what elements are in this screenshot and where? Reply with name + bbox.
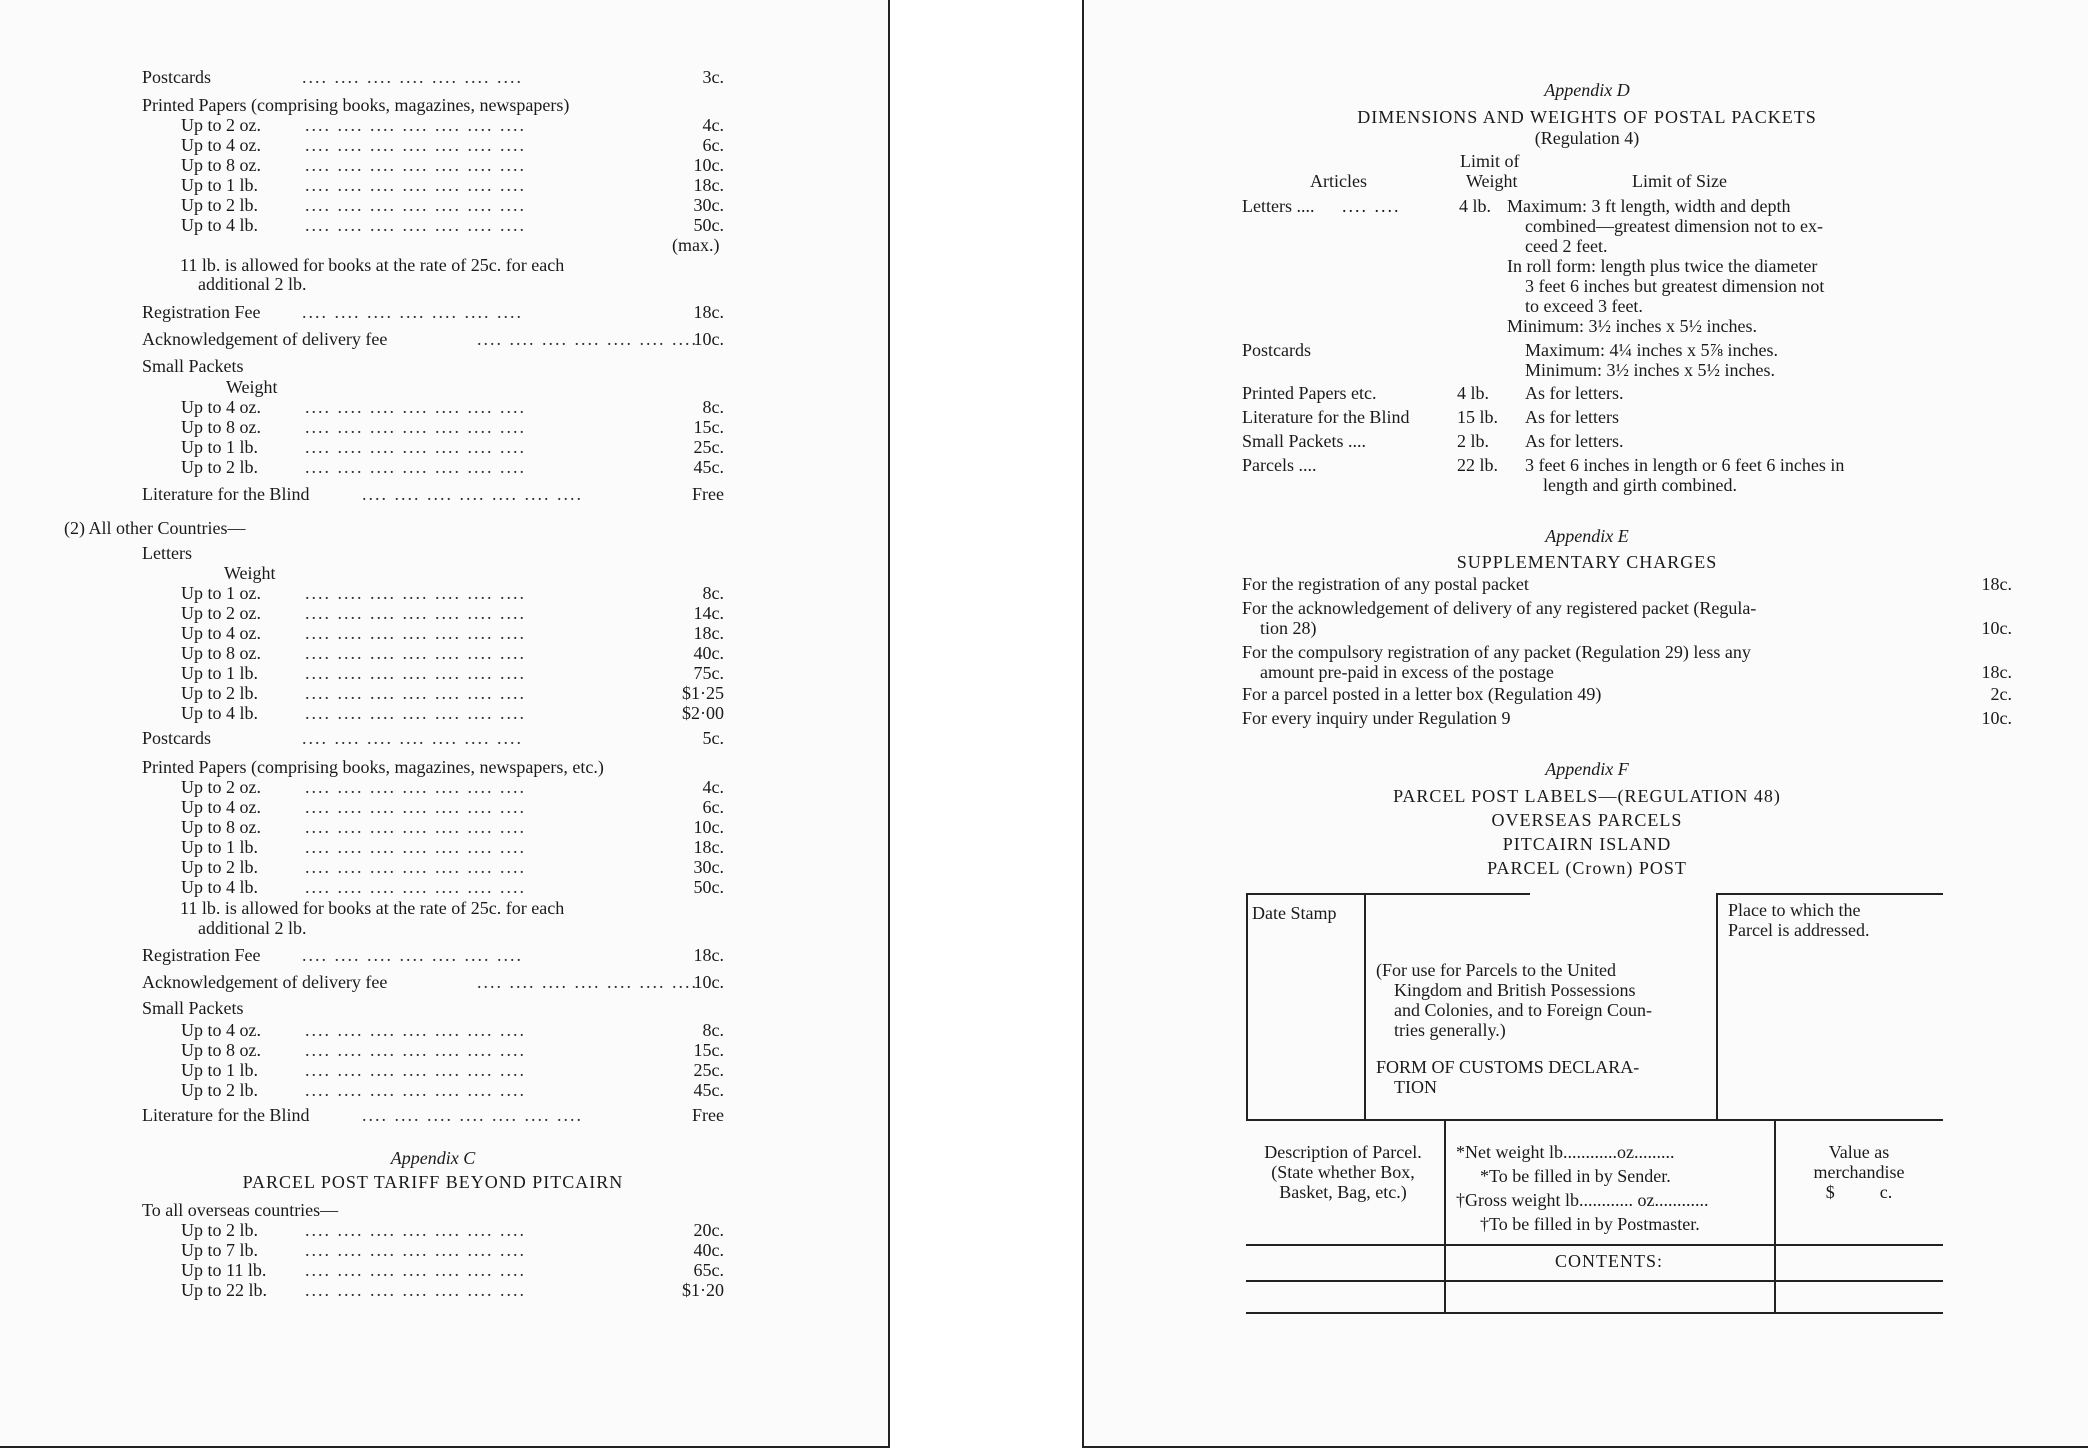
small-packet-rate-row-2-leader: .... .... .... .... .... .... ....: [305, 1080, 526, 1100]
postcards-other-row-value: 5c.: [702, 728, 724, 748]
dimension-size: 3 feet 6 inches in length or 6 feet 6 inches in: [1525, 455, 1845, 475]
appendix-f-title-line: PARCEL (Crown) POST: [1487, 858, 1687, 878]
charge-text: For every inquiry under Regulation 9: [1242, 708, 1511, 728]
overseas-heading: To all overseas countries—: [142, 1200, 339, 1220]
printed-paper-rate-row-2-label: Up to 2 lb.: [181, 857, 259, 877]
dimension-article: Literature for the Blind: [1242, 407, 1410, 427]
letter-rate-row: [181, 603, 724, 623]
printed-paper-rate-row-label: Up to 2 lb.: [181, 195, 259, 215]
printed-paper-rate-row-label: Up to 2 oz.: [181, 115, 261, 135]
letter-rate-row: [181, 703, 724, 723]
parcel-rate-row: [181, 1220, 724, 1240]
charge-value: 18c.: [1981, 662, 2012, 682]
parcel-rate-row-label: Up to 22 lb.: [181, 1280, 268, 1300]
small-packet-rate-row-2-label: Up to 4 oz.: [181, 1020, 261, 1040]
parcel-rate-row-value: 65c.: [693, 1260, 724, 1280]
printed-paper-rate-row: [181, 175, 724, 195]
small-packet-rate-row-2-value: 15c.: [693, 1040, 724, 1060]
fee-row-label: Registration Fee: [142, 302, 261, 322]
form-date-divider: [1364, 893, 1366, 1119]
small-packet-rate-row-2: [181, 1060, 724, 1080]
printed-paper-rate-row-2-leader: .... .... .... .... .... .... ....: [305, 837, 526, 857]
fee-row-leader: .... .... .... .... .... .... ....: [477, 329, 698, 349]
letter-rate-row-value: $1·25: [682, 683, 724, 703]
column-size-header: Limit of Size: [1632, 171, 1727, 191]
postcards-row-leader: .... .... .... .... .... .... ....: [302, 67, 523, 87]
printed-paper-rate-row-value: 50c.: [693, 215, 724, 235]
parcel-rate-row: [181, 1240, 724, 1260]
charge-text: tion 28): [1260, 618, 1317, 638]
parcel-rate-row: [181, 1260, 724, 1280]
form-place-divider: [1716, 893, 1718, 1119]
parcel-rate-row-value: $1·20: [682, 1280, 724, 1300]
letters-article: Letters ....: [1242, 196, 1315, 216]
appendix-e-heading: Appendix E: [1545, 526, 1629, 546]
form-contents-label: CONTENTS:: [1555, 1251, 1663, 1271]
letter-rate-row-label: Up to 4 lb.: [181, 703, 259, 723]
use-note-line: and Colonies, and to Foreign Coun-: [1394, 1000, 1652, 1020]
letters-size-line: combined—greatest dimension not to ex-: [1525, 216, 1823, 236]
letter-rate-row: [181, 623, 724, 643]
literature-blind-row-2-value: Free: [692, 1105, 724, 1125]
dimension-weight: 2 lb.: [1457, 431, 1490, 451]
printed-paper-rate-row-2-label: Up to 4 oz.: [181, 797, 261, 817]
letters-weight-heading: Weight: [224, 563, 276, 583]
dimension-article: Small Packets ....: [1242, 431, 1366, 451]
dimension-weight: 4 lb.: [1457, 383, 1490, 403]
weight-heading: Weight: [226, 377, 278, 397]
charge-text: For a parcel posted in a letter box (Regulation 49): [1242, 684, 1602, 704]
printed-paper-rate-row: [181, 135, 724, 155]
printed-paper-rate-row-2-leader: .... .... .... .... .... .... ....: [305, 797, 526, 817]
printed-paper-rate-row-value: 18c.: [693, 175, 724, 195]
charge-value: 2c.: [1990, 684, 2012, 704]
fee-row-2-label: Acknowledgement of delivery fee: [142, 972, 388, 992]
small-packet-rate-row-2-leader: .... .... .... .... .... .... ....: [305, 1020, 526, 1040]
printed-paper-rate-row: [181, 195, 724, 215]
small-packet-rate-row-leader: .... .... .... .... .... .... ....: [305, 417, 526, 437]
letters-size-line: Minimum: 3½ inches x 5½ inches.: [1507, 316, 1757, 336]
printed-paper-rate-row-2: [181, 837, 724, 857]
letter-rate-row-label: Up to 2 lb.: [181, 683, 259, 703]
printed-paper-rate-row-2-leader: .... .... .... .... .... .... ....: [305, 777, 526, 797]
value-label-line: Value as: [1828, 1142, 1890, 1162]
book-gutter: [892, 0, 1082, 1452]
books-note-line-1: 11 lb. is allowed for books at the rate of 25c. for each: [180, 255, 565, 275]
literature-blind-row-2-leader: .... .... .... .... .... .... ....: [362, 1105, 583, 1125]
charge-value: 10c.: [1981, 618, 2012, 638]
literature-blind-row: [142, 484, 724, 504]
printed-paper-rate-row: [181, 115, 724, 135]
printed-papers-heading-2: Printed Papers (comprising books, magazines, newspapers, etc.): [142, 757, 604, 777]
letter-rate-row-leader: .... .... .... .... .... .... ....: [305, 703, 526, 723]
letter-rate-row-value: 40c.: [693, 643, 724, 663]
letter-rate-row: [181, 643, 724, 663]
printed-paper-rate-row-2: [181, 777, 724, 797]
dimension-article: Printed Papers etc.: [1242, 383, 1377, 403]
printed-paper-rate-row-label: Up to 8 oz.: [181, 155, 261, 175]
small-packet-rate-row-leader: .... .... .... .... .... .... ....: [305, 457, 526, 477]
small-packet-rate-row-value: 15c.: [693, 417, 724, 437]
small-packet-rate-row-2-label: Up to 1 lb.: [181, 1060, 259, 1080]
form-value-divider: [1774, 1119, 1776, 1312]
place-label-line: Place to which the: [1728, 900, 1861, 920]
printed-paper-rate-row-leader: .... .... .... .... .... .... ....: [305, 175, 526, 195]
appendix-f-title-line: OVERSEAS PARCELS: [1491, 810, 1683, 830]
printed-paper-rate-row-2-label: Up to 2 oz.: [181, 777, 261, 797]
fee-row-2-leader: .... .... .... .... .... .... ....: [302, 945, 523, 965]
use-note-line: tries generally.): [1394, 1020, 1506, 1040]
small-packet-rate-row-label: Up to 8 oz.: [181, 417, 261, 437]
literature-blind-row-label: Literature for the Blind: [142, 484, 310, 504]
printed-paper-rate-row-value: 4c.: [702, 115, 724, 135]
form-top-left-rule: [1246, 893, 1530, 895]
weight-field-line: †Gross weight lb............ oz............: [1456, 1190, 1709, 1210]
fee-row-value: 18c.: [693, 302, 724, 322]
fee-row-label: Acknowledgement of delivery fee: [142, 329, 388, 349]
literature-blind-row-value: Free: [692, 484, 724, 504]
letter-rate-row-value: 75c.: [693, 663, 724, 683]
printed-paper-rate-row-leader: .... .... .... .... .... .... ....: [305, 135, 526, 155]
small-packet-rate-row-2: [181, 1040, 724, 1060]
books-note2-line-2: additional 2 lb.: [198, 918, 307, 938]
literature-blind-row-2: [142, 1105, 724, 1125]
small-packet-rate-row-leader: .... .... .... .... .... .... ....: [305, 437, 526, 457]
letter-rate-row-value: 18c.: [693, 623, 724, 643]
printed-paper-rate-row-2: [181, 857, 724, 877]
appendix-f-heading: Appendix F: [1545, 759, 1629, 779]
small-packet-rate-row-2-leader: .... .... .... .... .... .... ....: [305, 1040, 526, 1060]
printed-paper-rate-row-label: Up to 1 lb.: [181, 175, 259, 195]
letter-rate-row: [181, 583, 724, 603]
letter-rate-row-value: 14c.: [693, 603, 724, 623]
small-packet-rate-row: [181, 437, 724, 457]
printed-paper-rate-row-2: [181, 817, 724, 837]
fee-row-value: 10c.: [693, 329, 724, 349]
weight-field-line: *To be filled in by Sender.: [1480, 1166, 1671, 1186]
appendix-c-title: PARCEL POST TARIFF BEYOND PITCAIRN: [242, 1172, 624, 1192]
appendix-d-title: DIMENSIONS AND WEIGHTS OF POSTAL PACKETS: [1357, 107, 1817, 127]
postcards-row: [142, 67, 724, 87]
fee-row-2-value: 10c.: [693, 972, 724, 992]
printed-paper-rate-row-2-label: Up to 1 lb.: [181, 837, 259, 857]
form-top-right-rule: [1716, 893, 1943, 895]
description-label-line: Basket, Bag, etc.): [1279, 1182, 1407, 1202]
postcards-other-row: [142, 728, 724, 748]
column-articles-header: Articles: [1310, 171, 1367, 191]
printed-paper-rate-row-2-value: 10c.: [693, 817, 724, 837]
appendix-d-heading: Appendix D: [1544, 80, 1630, 100]
printed-paper-rate-row-value: 6c.: [702, 135, 724, 155]
dimension-size: As for letters.: [1525, 383, 1624, 403]
small-packet-rate-row-2-value: 25c.: [693, 1060, 724, 1080]
literature-blind-row-2-label: Literature for the Blind: [142, 1105, 310, 1125]
printed-paper-rate-row-2: [181, 877, 724, 897]
fee-row-2: [142, 945, 724, 965]
small-packet-rate-row-2: [181, 1080, 724, 1100]
small-packet-rate-row-2-label: Up to 2 lb.: [181, 1080, 259, 1100]
form-middle-rule: [1246, 1119, 1943, 1121]
letter-rate-row-value: 8c.: [702, 583, 724, 603]
max-note: (max.): [672, 235, 720, 255]
letters-size-line: to exceed 3 feet.: [1525, 296, 1643, 316]
use-note-line: (For use for Parcels to the United: [1376, 960, 1616, 980]
dimension-size: As for letters: [1525, 407, 1619, 427]
books-note2-line-1: 11 lb. is allowed for books at the rate of 25c. for each: [180, 898, 565, 918]
use-note-line: Kingdom and British Possessions: [1394, 980, 1636, 1000]
postcards-size-line: Minimum: 3½ inches x 5½ inches.: [1525, 360, 1775, 380]
dimension-weight: 15 lb.: [1457, 407, 1499, 427]
letter-rate-row-leader: .... .... .... .... .... .... ....: [305, 583, 526, 603]
books-note-line-2: additional 2 lb.: [198, 274, 307, 294]
fee-row-2-leader: .... .... .... .... .... .... ....: [477, 972, 698, 992]
fee-row: [142, 329, 724, 349]
fee-row-2-label: Registration Fee: [142, 945, 261, 965]
customs-title-line: FORM OF CUSTOMS DECLARA-: [1376, 1057, 1640, 1077]
letter-rate-row: [181, 663, 724, 683]
letters-size-line: In roll form: length plus twice the diameter: [1507, 256, 1818, 276]
postcards-other-row-label: Postcards: [142, 728, 211, 748]
appendix-f-title-line: PARCEL POST LABELS—(REGULATION 48): [1393, 786, 1781, 806]
printed-paper-rate-row-leader: .... .... .... .... .... .... ....: [305, 155, 526, 175]
letters-weight: 4 lb.: [1459, 196, 1492, 216]
printed-paper-rate-row-2-value: 4c.: [702, 777, 724, 797]
letter-rate-row-value: $2·00: [682, 703, 724, 723]
printed-paper-rate-row-2-value: 30c.: [693, 857, 724, 877]
printed-paper-rate-row-leader: .... .... .... .... .... .... ....: [305, 195, 526, 215]
small-packet-rate-row-leader: .... .... .... .... .... .... ....: [305, 397, 526, 417]
postcards-article: Postcards: [1242, 340, 1311, 360]
charge-value: 18c.: [1981, 574, 2012, 594]
letters-size-line: Maximum: 3 ft length, width and depth: [1507, 196, 1791, 216]
other-countries-heading: (2) All other Countries—: [64, 518, 246, 538]
printed-paper-rate-row: [181, 215, 724, 235]
fee-row-leader: .... .... .... .... .... .... ....: [302, 302, 523, 322]
printed-paper-rate-row-2-value: 6c.: [702, 797, 724, 817]
postcards-other-row-leader: .... .... .... .... .... .... ....: [302, 728, 523, 748]
printed-paper-rate-row-leader: .... .... .... .... .... .... ....: [305, 215, 526, 235]
parcel-rate-row: [181, 1280, 724, 1300]
small-packet-rate-row-value: 25c.: [693, 437, 724, 457]
small-packet-rate-row-value: 45c.: [693, 457, 724, 477]
right-page: [1082, 0, 2088, 1448]
small-packet-rate-row-2-label: Up to 8 oz.: [181, 1040, 261, 1060]
small-packet-rate-row-2: [181, 1020, 724, 1040]
parcel-rate-row-label: Up to 11 lb.: [181, 1260, 267, 1280]
small-packet-rate-row: [181, 417, 724, 437]
parcel-rate-row-value: 40c.: [693, 1240, 724, 1260]
letter-rate-row-label: Up to 4 oz.: [181, 623, 261, 643]
appendix-f-title-line: PITCAIRN ISLAND: [1502, 834, 1672, 854]
place-label-line: Parcel is addressed.: [1728, 920, 1870, 940]
fee-row-2: [142, 972, 724, 992]
weight-field-line: †To be filled in by Postmaster.: [1480, 1214, 1700, 1234]
charge-text: For the registration of any postal packet: [1242, 574, 1529, 594]
regulation-4-note: (Regulation 4): [1534, 128, 1640, 148]
fee-row-2-value: 18c.: [693, 945, 724, 965]
form-contents-top-rule: [1246, 1244, 1943, 1246]
letter-rate-row-label: Up to 1 oz.: [181, 583, 261, 603]
small-packet-rate-row-2-value: 8c.: [702, 1020, 724, 1040]
small-packets-heading: Small Packets: [142, 356, 244, 376]
dimension-weight: 22 lb.: [1457, 455, 1499, 475]
small-packet-rate-row: [181, 397, 724, 417]
fee-row: [142, 302, 724, 322]
letter-rate-row-leader: .... .... .... .... .... .... ....: [305, 663, 526, 683]
charge-text: For the acknowledgement of delivery of any registered packet (Regula-: [1242, 598, 1757, 618]
parcel-rate-row-label: Up to 7 lb.: [181, 1240, 259, 1260]
small-packet-rate-row-2-leader: .... .... .... .... .... .... ....: [305, 1060, 526, 1080]
letter-rate-row-leader: .... .... .... .... .... .... ....: [305, 623, 526, 643]
printed-paper-rate-row-label: Up to 4 lb.: [181, 215, 259, 235]
small-packet-rate-row-2-value: 45c.: [693, 1080, 724, 1100]
printed-paper-rate-row-value: 10c.: [693, 155, 724, 175]
small-packet-rate-row-value: 8c.: [702, 397, 724, 417]
printed-paper-rate-row-2-leader: .... .... .... .... .... .... ....: [305, 857, 526, 877]
postcards-size-line: Maximum: 4¼ inches x 5⅞ inches.: [1525, 340, 1778, 360]
date-stamp-label: Date Stamp: [1252, 903, 1337, 923]
customs-title-line: TION: [1394, 1077, 1437, 1097]
dimension-size: As for letters.: [1525, 431, 1624, 451]
parcel-rate-row-leader: .... .... .... .... .... .... ....: [305, 1260, 526, 1280]
appendix-c-heading: Appendix C: [390, 1148, 476, 1168]
printed-paper-rate-row-2-value: 18c.: [693, 837, 724, 857]
letters-leader: .... ....: [1342, 196, 1401, 216]
appendix-e-title: SUPPLEMENTARY CHARGES: [1456, 552, 1718, 572]
small-packet-rate-row-label: Up to 2 lb.: [181, 457, 259, 477]
printed-paper-rate-row-2-label: Up to 8 oz.: [181, 817, 261, 837]
printed-paper-rate-row-2-value: 50c.: [693, 877, 724, 897]
parcel-rate-row-leader: .... .... .... .... .... .... ....: [305, 1280, 526, 1300]
parcel-rate-row-label: Up to 2 lb.: [181, 1220, 259, 1240]
printed-paper-rate-row-label: Up to 4 oz.: [181, 135, 261, 155]
printed-paper-rate-row-leader: .... .... .... .... .... .... ....: [305, 115, 526, 135]
parcel-rate-row-value: 20c.: [693, 1220, 724, 1240]
letter-rate-row-leader: .... .... .... .... .... .... ....: [305, 643, 526, 663]
printed-paper-rate-row-2: [181, 797, 724, 817]
description-label-line: Description of Parcel.: [1264, 1142, 1422, 1162]
weight-field-line: *Net weight lb............oz.........: [1456, 1142, 1675, 1162]
small-packet-rate-row-label: Up to 1 lb.: [181, 437, 259, 457]
letter-rate-row-label: Up to 8 oz.: [181, 643, 261, 663]
form-contents-bottom-rule: [1246, 1280, 1943, 1282]
letters-heading: Letters: [142, 543, 192, 563]
letter-rate-row-label: Up to 1 lb.: [181, 663, 259, 683]
value-label-line: $ c.: [1825, 1182, 1893, 1202]
charge-text: For the compulsory registration of any packet (Regulation 29) less any: [1242, 642, 1751, 662]
dimension-article: Parcels ....: [1242, 455, 1317, 475]
column-weight-header: Weight: [1466, 171, 1518, 191]
printed-paper-rate-row-2-leader: .... .... .... .... .... .... ....: [305, 817, 526, 837]
description-label-line: (State whether Box,: [1271, 1162, 1415, 1182]
postcards-row-value: 3c.: [702, 67, 724, 87]
letter-rate-row-leader: .... .... .... .... .... .... ....: [305, 683, 526, 703]
printed-paper-rate-row-value: 30c.: [693, 195, 724, 215]
letters-size-line: 3 feet 6 inches but greatest dimension not: [1525, 276, 1825, 296]
letter-rate-row-leader: .... .... .... .... .... .... ....: [305, 603, 526, 623]
charge-text: amount pre-paid in excess of the postage: [1260, 662, 1554, 682]
small-packet-rate-row-label: Up to 4 oz.: [181, 397, 261, 417]
column-limit-of-header: Limit of: [1460, 151, 1520, 171]
literature-blind-row-leader: .... .... .... .... .... .... ....: [362, 484, 583, 504]
printed-paper-rate-row-2-leader: .... .... .... .... .... .... ....: [305, 877, 526, 897]
parcel-rate-row-leader: .... .... .... .... .... .... ....: [305, 1240, 526, 1260]
form-bottom-rule: [1246, 1312, 1943, 1314]
printed-paper-rate-row: [181, 155, 724, 175]
letter-rate-row-label: Up to 2 oz.: [181, 603, 261, 623]
printed-paper-rate-row-2-label: Up to 4 lb.: [181, 877, 259, 897]
small-packets-heading-2: Small Packets: [142, 998, 244, 1018]
form-left-rule-upper: [1246, 893, 1248, 1119]
printed-papers-heading: Printed Papers (comprising books, magazines, newspapers): [142, 95, 570, 115]
form-desc-divider: [1444, 1119, 1446, 1312]
postcards-row-label: Postcards: [142, 67, 211, 87]
value-label-line: merchandise: [1813, 1162, 1905, 1182]
letters-size-line: ceed 2 feet.: [1525, 236, 1608, 256]
left-page: [0, 0, 890, 1448]
charge-value: 10c.: [1981, 708, 2012, 728]
small-packet-rate-row: [181, 457, 724, 477]
parcel-rate-row-leader: .... .... .... .... .... .... ....: [305, 1220, 526, 1240]
parcels-size-line-2: length and girth combined.: [1543, 475, 1737, 495]
letter-rate-row: [181, 683, 724, 703]
